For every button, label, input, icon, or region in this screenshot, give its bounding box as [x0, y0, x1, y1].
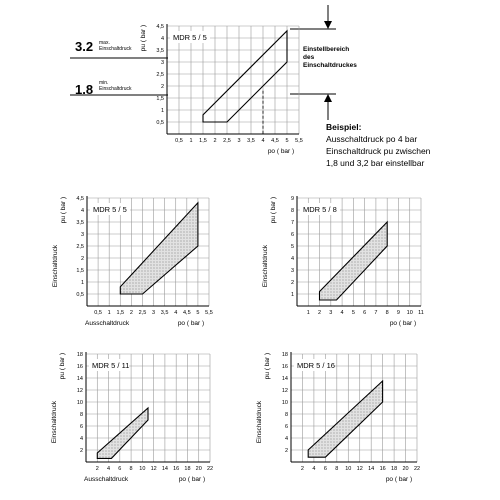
range-polygon: [120, 203, 198, 294]
range-label-line-3: Einschaltdruckes: [303, 62, 357, 69]
x-tick-label: 12: [356, 466, 363, 472]
x-axis-label: po ( bar ): [267, 148, 295, 155]
x-axis-label: po ( bar ): [389, 320, 417, 327]
y-tick-label: 8: [79, 412, 83, 418]
x-tick-label: 2: [318, 310, 322, 316]
example-line-3: 1,8 und 3,2 bar einstellbar: [326, 158, 425, 168]
range-bracket: [290, 5, 357, 120]
x-tick-label: 4,5: [182, 310, 191, 316]
y-tick-label: 6: [284, 424, 288, 430]
chart-1: [140, 24, 303, 155]
side-label: Einschaltdruck: [51, 400, 58, 444]
y-tick-label: 2: [290, 280, 294, 286]
y-axis-label: pu ( bar ): [270, 196, 277, 224]
bottom-label: Ausschaltdruck: [84, 476, 129, 483]
x-tick-label: 2: [213, 138, 217, 144]
x-tick-label: 20: [195, 466, 202, 472]
chart-title: MDR 5 / 5: [173, 33, 207, 42]
y-axis-label: pu ( bar ): [140, 24, 147, 52]
x-tick-label: 3: [329, 310, 333, 316]
x-tick-label: 16: [379, 466, 386, 472]
x-tick-label: 2,5: [223, 138, 231, 144]
y-tick-label: 2: [79, 448, 83, 454]
y-tick-label: 3: [80, 232, 84, 238]
x-tick-label: 20: [402, 466, 409, 472]
x-tick-label: 1: [107, 310, 111, 316]
x-tick-label: 8: [129, 466, 133, 472]
y-tick-label: 4: [79, 436, 83, 442]
x-tick-label: 22: [206, 466, 214, 472]
min-label-line-2: Einschaltdruck: [99, 86, 132, 92]
x-tick-label: 4: [340, 310, 344, 316]
x-tick-label: 5: [351, 310, 355, 316]
y-tick-label: 9: [290, 196, 294, 202]
x-tick-label: 10: [406, 310, 413, 316]
y-tick-label: 3,5: [76, 220, 84, 226]
y-tick-label: 4,5: [156, 24, 164, 30]
y-tick-label: 16: [76, 364, 83, 370]
x-tick-label: 1: [306, 310, 310, 316]
y-tick-label: 16: [281, 364, 288, 370]
side-label: Einschaltdruck: [256, 400, 263, 444]
x-tick-label: 2: [129, 310, 133, 316]
y-axis-label: pu ( bar ): [60, 196, 67, 224]
x-tick-label: 14: [161, 466, 168, 472]
y-tick-label: 4: [80, 208, 84, 214]
x-tick-label: 4: [312, 466, 316, 472]
x-tick-label: 0,5: [94, 310, 102, 316]
y-tick-label: 4,5: [76, 196, 84, 202]
max-label-line-1: max.: [99, 40, 110, 46]
range-label: [303, 46, 357, 69]
range-arrow-down-head: [324, 94, 332, 102]
min-pressure-value: 1.8: [75, 82, 94, 97]
y-tick-label: 1: [290, 292, 294, 298]
y-tick-label: 10: [76, 400, 83, 406]
x-tick-label: 3: [152, 310, 156, 316]
range-polygon: [203, 31, 287, 122]
x-tick-label: 5: [196, 310, 200, 316]
y-tick-label: 0,5: [156, 120, 164, 126]
example-title: Beispiel:: [326, 122, 362, 132]
y-tick-label: 6: [290, 232, 294, 238]
x-tick-label: 3: [237, 138, 241, 144]
y-tick-label: 8: [290, 208, 294, 214]
x-tick-label: 18: [184, 466, 191, 472]
y-tick-label: 4: [284, 436, 288, 442]
x-tick-label: 3,5: [160, 310, 169, 316]
x-tick-label: 4: [107, 466, 111, 472]
range-label-line-2: des: [303, 54, 315, 61]
min-label-line-1: min.: [99, 80, 109, 86]
y-tick-label: 2,5: [156, 72, 164, 78]
x-tick-label: 2,5: [138, 310, 147, 316]
x-tick-label: 10: [139, 466, 146, 472]
y-tick-label: 1,5: [76, 268, 84, 274]
y-tick-label: 12: [281, 388, 288, 394]
y-tick-label: 2: [80, 256, 84, 262]
y-tick-label: 8: [284, 412, 288, 418]
chart-5: [256, 352, 420, 483]
x-tick-label: 6: [323, 466, 327, 472]
x-tick-label: 2: [95, 466, 99, 472]
range-polygon: [97, 408, 148, 458]
x-tick-label: 22: [413, 466, 421, 472]
x-axis-label: po ( bar ): [178, 476, 206, 483]
x-tick-label: 5,5: [205, 310, 213, 316]
x-tick-label: 1,5: [116, 310, 125, 316]
example-note: [326, 121, 430, 169]
side-label: Einschaltdruck: [262, 244, 269, 288]
y-axis-label: pu ( bar ): [59, 352, 66, 380]
x-tick-label: 4: [174, 310, 178, 316]
x-tick-label: 7: [374, 310, 378, 316]
y-tick-label: 0,5: [76, 292, 84, 298]
chart-title: MDR 5 / 11: [92, 361, 130, 370]
x-axis-label: po ( bar ): [385, 476, 413, 483]
x-tick-label: 6: [118, 466, 122, 472]
x-tick-label: 5: [285, 138, 289, 144]
chart-title: MDR 5 / 8: [303, 205, 337, 214]
x-tick-label: 2: [300, 466, 304, 472]
chart-title: MDR 5 / 16: [297, 361, 335, 370]
x-tick-label: 3,5: [247, 138, 255, 144]
y-tick-label: 14: [76, 376, 83, 382]
y-tick-label: 4: [160, 36, 164, 42]
x-tick-label: 8: [385, 310, 389, 316]
x-axis-label: po ( bar ): [177, 320, 205, 327]
y-tick-label: 18: [76, 352, 83, 358]
range-label-line-1: Einstellbereich: [303, 46, 350, 53]
x-tick-label: 12: [150, 466, 157, 472]
y-tick-label: 1: [160, 108, 164, 114]
x-tick-label: 1: [189, 138, 193, 144]
x-tick-label: 6: [363, 310, 367, 316]
example-line-2: Einschaltdruck pu zwischen: [326, 146, 431, 156]
y-tick-label: 18: [281, 352, 288, 358]
y-tick-label: 3,5: [156, 48, 164, 54]
y-tick-label: 7: [290, 220, 294, 226]
y-tick-label: 14: [281, 376, 288, 382]
x-tick-label: 0,5: [175, 138, 183, 144]
x-tick-label: 10: [345, 466, 352, 472]
charts-group: [51, 24, 424, 483]
x-tick-label: 11: [418, 310, 424, 316]
max-label-line-2: Einschaltdruck: [99, 46, 132, 52]
chart-title: MDR 5 / 5: [93, 205, 127, 214]
y-tick-label: 5: [290, 244, 294, 250]
x-tick-label: 5,5: [295, 138, 303, 144]
y-axis-label: pu ( bar ): [264, 352, 271, 380]
y-tick-label: 2,5: [76, 244, 84, 250]
x-tick-label: 8: [335, 466, 339, 472]
y-tick-label: 2: [284, 448, 288, 454]
range-arrow-up-head: [324, 21, 332, 29]
y-tick-label: 6: [79, 424, 83, 430]
side-label: Einschaltdruck: [52, 244, 59, 288]
x-tick-label: 1,5: [199, 138, 207, 144]
y-tick-label: 2: [160, 84, 164, 90]
y-tick-label: 3: [290, 268, 294, 274]
chart-3: [262, 196, 424, 327]
y-tick-label: 4: [290, 256, 294, 262]
chart-4: [51, 352, 213, 483]
example-line-1: Ausschaltdruck po 4 bar: [326, 134, 418, 144]
y-tick-label: 3: [160, 60, 164, 66]
x-tick-label: 18: [391, 466, 398, 472]
bottom-label: Ausschaltdruck: [85, 320, 130, 327]
x-tick-label: 16: [173, 466, 180, 472]
max-pressure-value: 3.2: [75, 39, 94, 54]
max-pressure-label: [99, 40, 132, 52]
x-tick-label: 14: [368, 466, 375, 472]
y-tick-label: 1,5: [156, 96, 164, 102]
x-tick-label: 4: [261, 138, 265, 144]
y-tick-label: 12: [76, 388, 83, 394]
chart-2: [52, 196, 213, 327]
min-pressure-label: [99, 80, 132, 92]
x-tick-label: 9: [396, 310, 400, 316]
x-tick-label: 4,5: [271, 138, 279, 144]
y-tick-label: 1: [80, 280, 84, 286]
y-tick-label: 10: [281, 400, 288, 406]
pressure-annotations: [70, 39, 168, 97]
